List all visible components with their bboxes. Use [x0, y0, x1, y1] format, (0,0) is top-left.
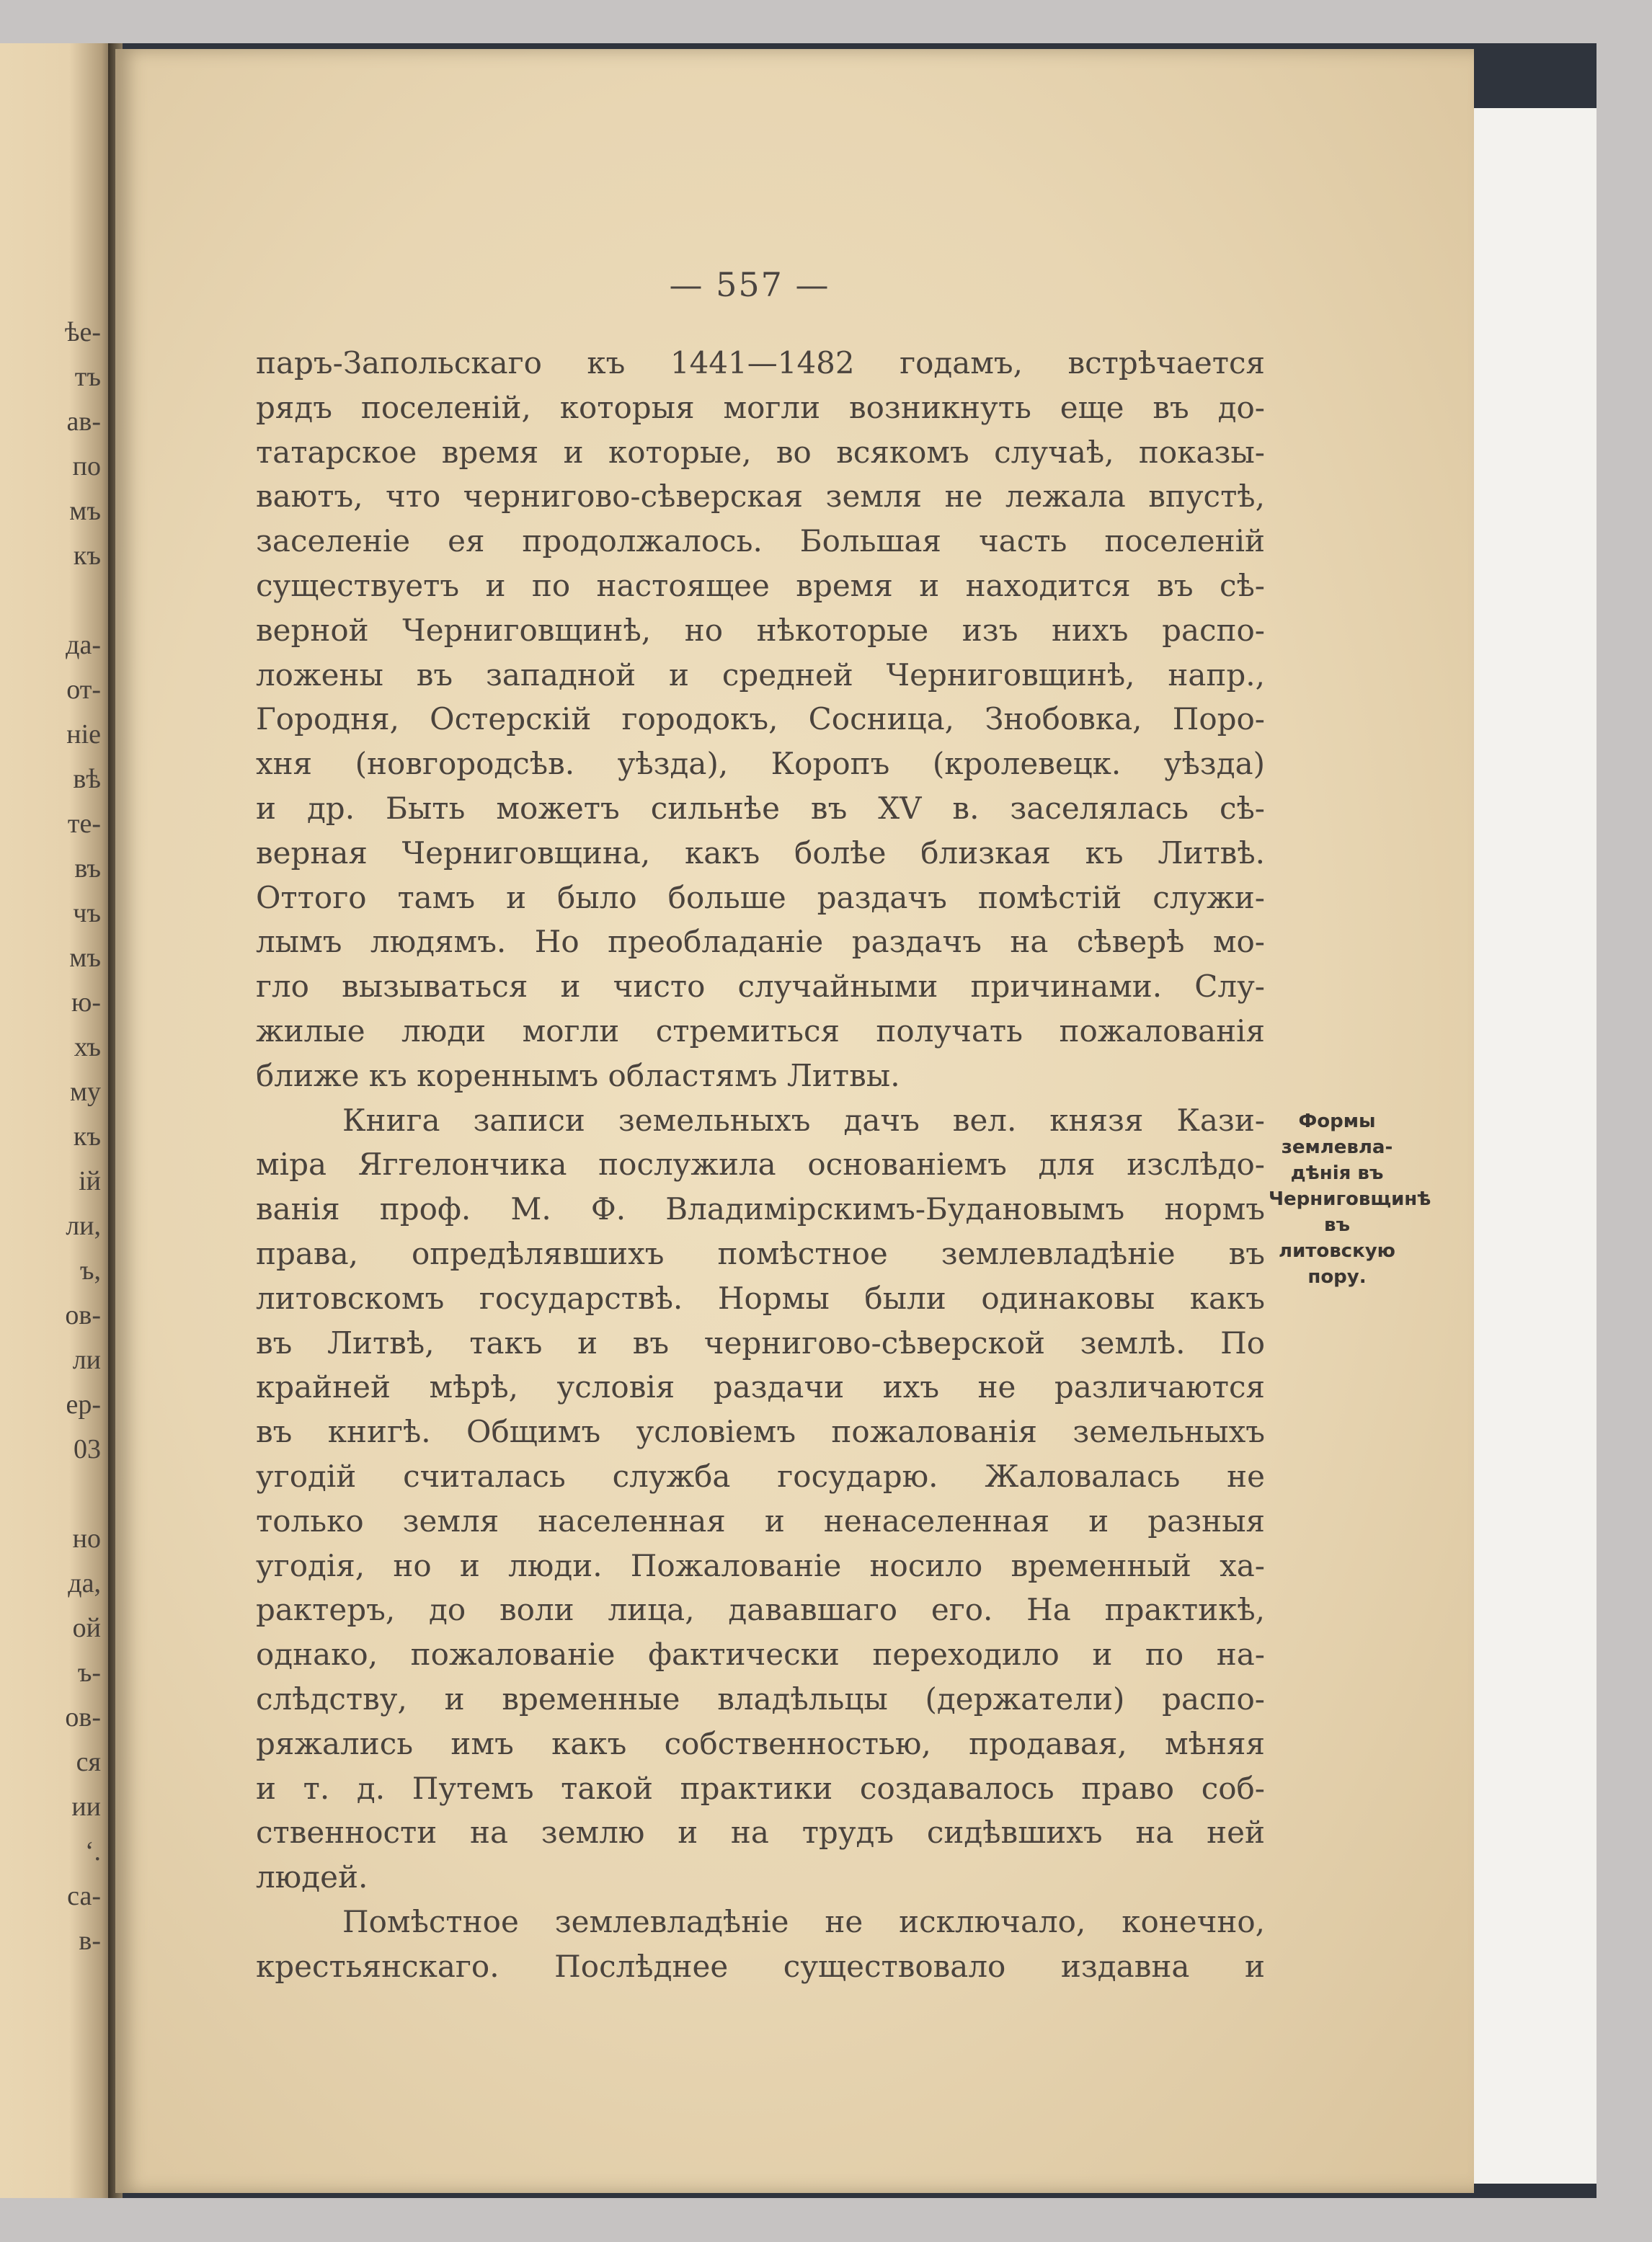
- text-line: ственности на землю и на трудъ сидѣвшихъ на ней: [256, 1815, 1265, 1851]
- left-page-text-fragment: тъ: [74, 362, 101, 392]
- paragraph-end-line: ближе къ кореннымъ областямъ Литвы.: [256, 1057, 900, 1093]
- text-line: жилые люди могли стремиться получать пожалованія: [256, 1013, 1265, 1049]
- left-page-text-fragment: ю-: [71, 987, 101, 1018]
- left-page-text-fragment: ов-: [65, 1300, 101, 1330]
- paragraph-start-line: Книга записи земельныхъ дачъ вел. князя Кази-: [342, 1102, 1265, 1138]
- left-page-text-fragment: ой: [72, 1613, 101, 1643]
- left-page-text-fragment: ъ-: [77, 1658, 101, 1688]
- left-page-text-fragment: му: [69, 1077, 101, 1107]
- left-page-text-fragment: мъ: [69, 943, 101, 973]
- left-page-text-fragment: ли: [72, 1345, 101, 1375]
- margin-note-line: дѣнія въ: [1290, 1162, 1384, 1184]
- left-page-text-fragment: по: [72, 451, 101, 481]
- text-line: рактеръ, до воли лица, дававшаго его. На практикѣ,: [256, 1592, 1265, 1628]
- text-line: литовскомъ государствѣ. Нормы были одинаковы какъ: [256, 1280, 1265, 1316]
- text-line: существуетъ и по настоящее время и находится въ сѣ-: [256, 567, 1265, 603]
- text-line: татарское время и которые, во всякомъ случаѣ, показы-: [256, 434, 1265, 470]
- left-page-text-fragment: ии: [71, 1792, 101, 1822]
- text-line: и др. Быть можетъ сильнѣе въ XV в. заселялась сѣ-: [256, 790, 1265, 826]
- text-line: права, опредѣлявшихъ помѣстное землевладѣніе въ: [256, 1235, 1265, 1271]
- text-line: ваютъ, что черниговo-сѣверская земля не лежала впустѣ,: [256, 479, 1265, 515]
- left-page-text-fragment: ся: [76, 1747, 101, 1777]
- left-page-text-fragment: ъ,: [79, 1255, 101, 1286]
- white-page-edge: [1467, 108, 1597, 2184]
- left-page-text-fragment: да,: [68, 1568, 101, 1598]
- text-line: однако, пожалованіе фактически переходило и по на-: [256, 1637, 1265, 1673]
- text-line: крестьянскаго. Послѣднее существовало издавна и: [256, 1948, 1265, 1984]
- margin-note-line: литовскую: [1279, 1240, 1395, 1262]
- text-line: только земля населенная и ненаселенная и разныя: [256, 1503, 1265, 1539]
- left-page-text-fragment: въ: [74, 853, 101, 884]
- margin-note-line: пору.: [1307, 1266, 1367, 1288]
- text-line: въ книгѣ. Общимъ условіемъ пожалованія земельныхъ: [256, 1414, 1265, 1450]
- text-line: лымъ людямъ. Но преобладаніе раздачъ на сѣверѣ мо-: [256, 924, 1265, 960]
- left-page-text-fragment: в-: [79, 1926, 101, 1956]
- text-line: крайней мѣрѣ, условія раздачи ихъ не различаются: [256, 1369, 1265, 1405]
- left-page-text-fragment: са-: [67, 1881, 101, 1911]
- left-page-fragment: [0, 43, 115, 2198]
- left-page-text-fragment: те-: [67, 809, 101, 839]
- left-page-text-fragment: къ: [73, 1121, 101, 1152]
- text-line: и т. д. Путемъ такой практики создавалось право соб-: [256, 1770, 1265, 1806]
- left-page-text-fragment: ніе: [66, 719, 101, 749]
- text-line: ложены въ западной и средней Черниговщинѣ, напр.,: [256, 657, 1265, 693]
- text-line: заселеніе ея продолжалось. Большая часть поселеній: [256, 523, 1265, 559]
- left-page-text-fragment: ер-: [66, 1389, 101, 1420]
- text-line: паръ-Запольскаго къ 1441—1482 годамъ, встрѣчается: [256, 345, 1265, 381]
- text-line: слѣдству, и временные владѣльцы (держатели) распо-: [256, 1681, 1265, 1717]
- left-page-text-fragment: къ: [73, 541, 101, 571]
- left-page-text-fragment: ѣе-: [64, 317, 101, 347]
- margin-note-line: Формы: [1298, 1111, 1376, 1132]
- body-text: [256, 341, 1265, 1988]
- margin-note-line: Черниговщинѣ въ: [1269, 1188, 1431, 1236]
- margin-note-line: землевла-: [1281, 1136, 1393, 1158]
- paragraph-end-line: людей.: [256, 1859, 368, 1895]
- left-page-text-fragment: мъ: [69, 496, 101, 526]
- book-page: [115, 49, 1474, 2193]
- left-page-text-fragment: ій: [79, 1166, 101, 1196]
- left-page-text-fragment: вѣ: [73, 764, 101, 794]
- text-line: гло вызываться и чисто случайными причинами. Слу-: [256, 969, 1265, 1005]
- text-line: міра Яггелончика послужила основаніемъ для изслѣдо-: [256, 1147, 1265, 1183]
- left-page-text-fragment: от-: [66, 675, 101, 705]
- left-page-text-fragment: ʻ.: [84, 1836, 101, 1867]
- margin-note: [1269, 1108, 1431, 1290]
- paragraph-start-line: Помѣстное землевладѣніе не исключало, конечно,: [342, 1903, 1265, 1939]
- text-line: ванія проф. М. Ф. Владимірскимъ-Будановымъ нормъ: [256, 1191, 1265, 1227]
- left-page-text-fragment: ов-: [65, 1702, 101, 1732]
- left-page-text-fragment: но: [72, 1523, 101, 1554]
- text-line: верной Черниговщинѣ, но нѣкоторые изъ нихъ распо-: [256, 612, 1265, 648]
- left-page-text-fragment: да-: [66, 630, 101, 660]
- left-page-text-fragment: хъ: [74, 1032, 101, 1062]
- text-line: верная Черниговщина, какъ болѣе близкая къ Литвѣ.: [256, 835, 1265, 871]
- text-line: Городня, Остерскій городокъ, Сосница, Знобовка, Поро-: [256, 701, 1265, 737]
- text-line: угодій считалась служба государю. Жаловалась не: [256, 1458, 1265, 1494]
- text-line: Оттого тамъ и было больше раздачъ помѣстій служи-: [256, 879, 1265, 915]
- left-page-text-fragment: ав-: [66, 406, 101, 437]
- text-line: рядъ поселеній, которыя могли возникнуть еще въ до-: [256, 389, 1265, 425]
- text-line: въ Литвѣ, такъ и въ черниговo-сѣверской землѣ. По: [256, 1325, 1265, 1361]
- text-line: ряжались имъ какъ собственностью, продавая, мѣняя: [256, 1725, 1265, 1761]
- left-page-text-fragment: ли,: [66, 1211, 101, 1241]
- page-number: — 557 —: [669, 265, 830, 304]
- text-line: угодія, но и люди. Пожалованіе носило временный ха-: [256, 1547, 1265, 1583]
- text-line: хня (новгородсѣв. уѣзда), Коропъ (кролевецк. уѣзда): [256, 746, 1265, 782]
- left-page-text-fragment: 03: [74, 1434, 101, 1464]
- left-page-text-fragment: чъ: [73, 898, 101, 928]
